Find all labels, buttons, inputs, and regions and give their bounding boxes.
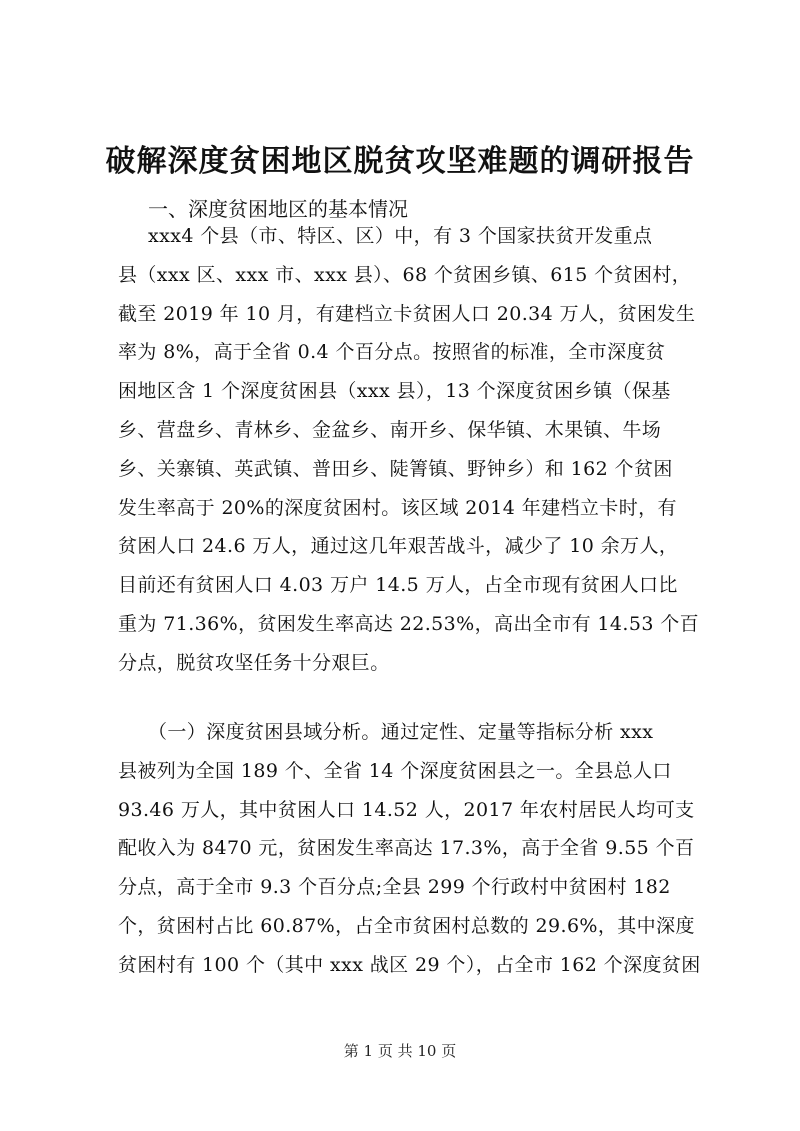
paragraph-line: 县（xxx 区、xxx 市、xxx 县）、68 个贫困乡镇、615 个贫困村， <box>118 263 692 286</box>
paragraph-line: 困地区含 1 个深度贫困县（xxx 县），13 个深度贫困乡镇（保基 <box>118 380 671 403</box>
paragraph-line: 贫困人口 24.6 万人，通过这几年艰苦战斗，减少了 10 余万人， <box>118 535 679 558</box>
paragraph-line: 配收入为 8470 元，贫困发生率高达 17.3%，高于全省 9.55 个百 <box>118 837 695 860</box>
paragraph-line: 率为 8%，高于全省 0.4 个百分点。按照省的标准，全市深度贫 <box>118 341 666 364</box>
paragraph-line: 分点，高于全市 9.3 个百分点;全县 299 个行政村中贫困村 182 <box>118 876 671 899</box>
document-title: 破解深度贫困地区脱贫攻坚难题的调研报告 <box>105 144 695 179</box>
section-heading: 一、深度贫困地区的基本情况 <box>148 197 408 221</box>
paragraph-1 <box>118 217 716 683</box>
paragraph-line: 目前还有贫困人口 4.03 万户 14.5 万人，占全市现有贫困人口比 <box>118 574 678 597</box>
paragraph-line: 截至 2019 年 10 月，有建档立卡贫困人口 20.34 万人，贫困发生 <box>118 302 696 325</box>
page-footer: 第 1 页 共 10 页 <box>343 1042 457 1060</box>
paragraph-line: 分点，脱贫攻坚任务十分艰巨。 <box>118 651 390 674</box>
paragraph-line: 乡、营盘乡、青林乡、金盆乡、南开乡、保华镇、木果镇、牛场 <box>118 418 662 441</box>
paragraph-line: 乡、关寨镇、英武镇、普田乡、陡箐镇、野钟乡）和 162 个贫困 <box>118 457 673 480</box>
paragraph-line: 个，贫困村占比 60.87%，占全市贫困村总数的 29.6%，其中深度 <box>118 914 695 937</box>
paragraph-line: （一）深度贫困县域分析。通过定性、定量等指标分析 xxx <box>148 721 654 743</box>
paragraph-line: 贫困村有 100 个（其中 xxx 战区 29 个），占全市 162 个深度贫困 <box>118 953 701 976</box>
paragraph-line: 发生率高于 20%的深度贫困村。该区域 2014 年建档立卡时，有 <box>118 496 677 519</box>
paragraph-line: xxx4 个县（市、特区、区）中，有 3 个国家扶贫开发重点 <box>148 225 653 247</box>
paragraph-2 <box>118 713 716 985</box>
paragraph-line: 县被列为全国 189 个、全省 14 个深度贫困县之一。全县总人口 <box>118 759 672 782</box>
paragraph-line: 重为 71.36%，贫困发生率高达 22.53%，高出全市有 14.53 个百 <box>118 612 700 635</box>
paragraph-line: 93.46 万人，其中贫困人口 14.52 人，2017 年农村居民人均可支 <box>118 798 695 821</box>
